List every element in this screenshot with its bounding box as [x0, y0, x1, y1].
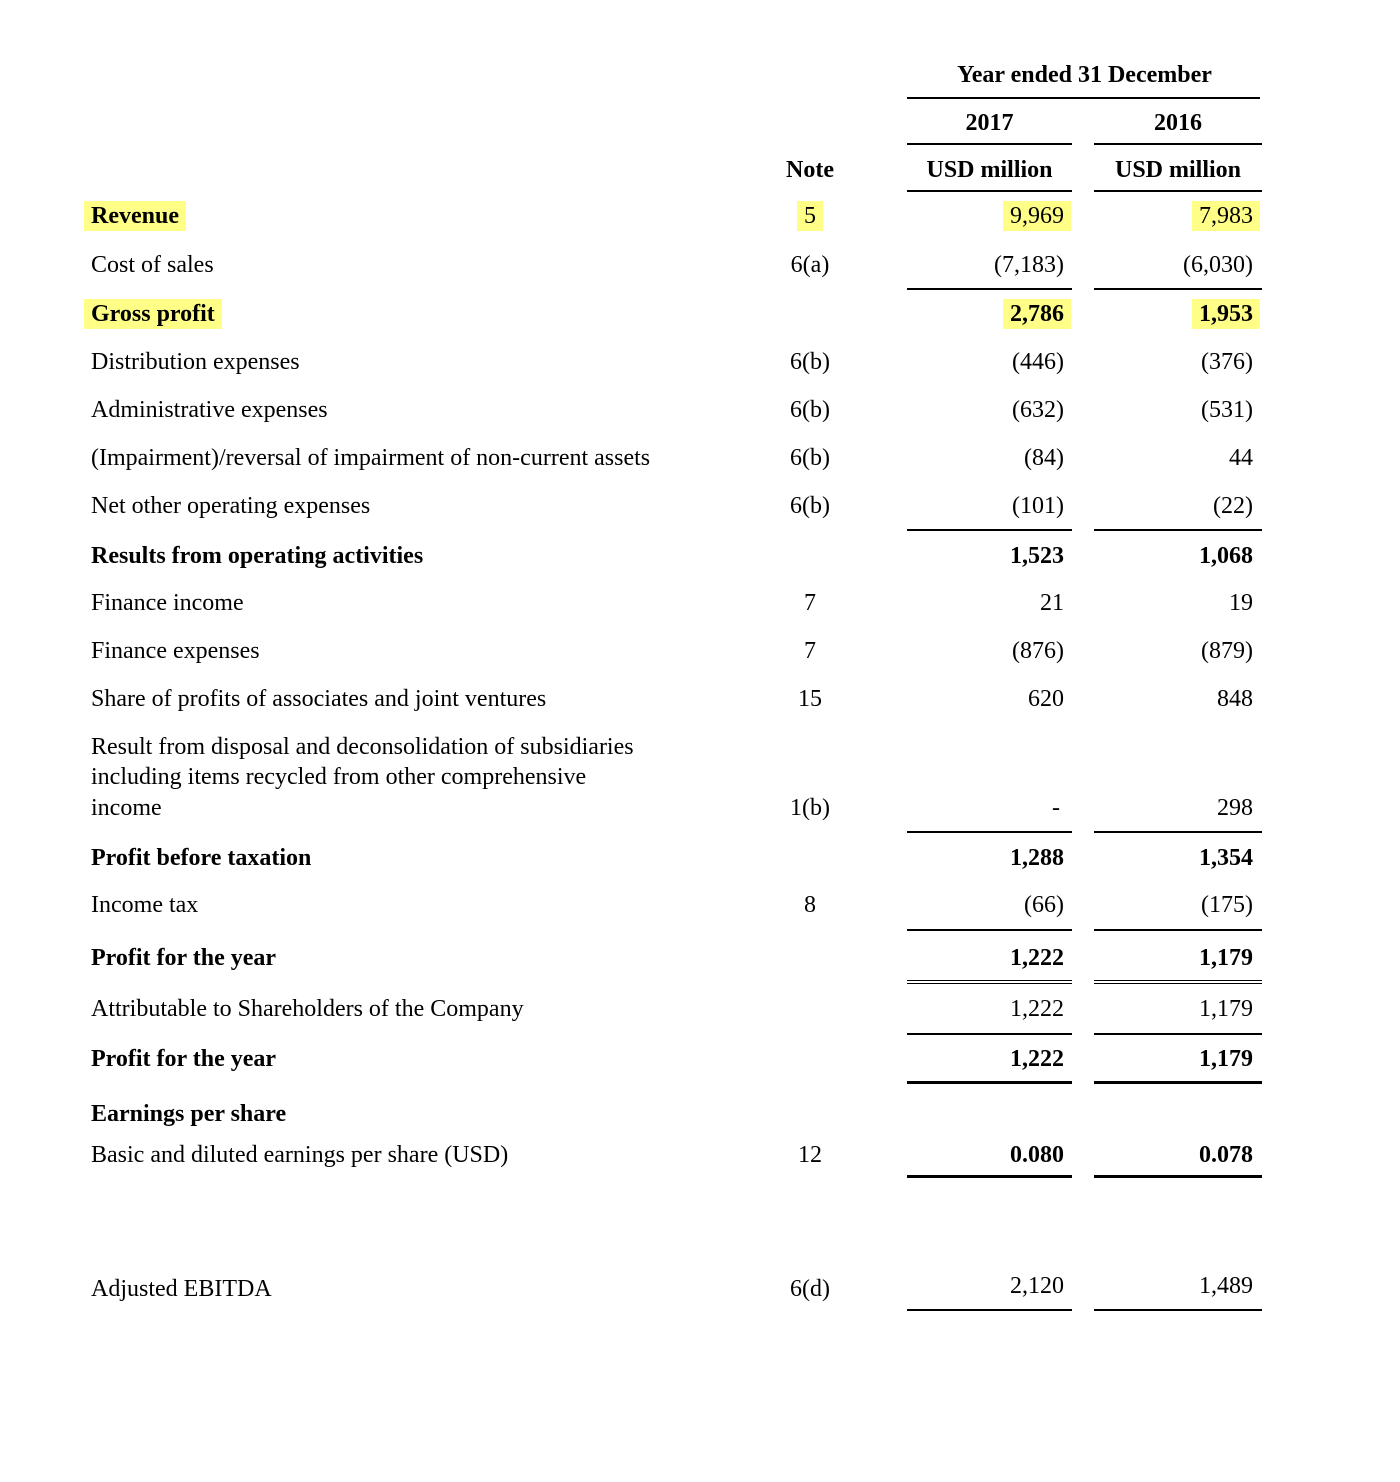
- highlighted-value: 2,786: [1003, 299, 1071, 329]
- value-2017: 0.080: [1010, 1142, 1064, 1168]
- value-2017: 1,288: [1010, 845, 1064, 871]
- value-2017: 1,222: [1010, 1046, 1064, 1072]
- highlighted-note: 5: [797, 201, 823, 231]
- year-2016-rule: [1094, 143, 1262, 145]
- double-rule: [907, 980, 1072, 984]
- subtotal-rule: [1094, 288, 1262, 290]
- row-label: [91, 301, 215, 328]
- row-label: Income tax: [91, 892, 199, 918]
- row-label: Net other operating expenses: [91, 493, 371, 519]
- row-label-line: income: [91, 795, 162, 821]
- value-2016: [1199, 203, 1253, 230]
- value-2017: 1,222: [1010, 945, 1064, 971]
- total-rule: [907, 1175, 1072, 1178]
- value-2016: 1,179: [1199, 996, 1253, 1022]
- value-2016: 1,489: [1199, 1273, 1253, 1299]
- value-2017: 2,120: [1010, 1273, 1064, 1299]
- subtotal-rule: [907, 529, 1072, 531]
- value-2016: 298: [1217, 795, 1253, 821]
- value-2016: [1199, 301, 1253, 328]
- row-label: Cost of sales: [91, 252, 214, 278]
- subtotal-rule: [907, 1309, 1072, 1311]
- value-2017: 620: [1028, 686, 1064, 712]
- subtotal-rule: [1094, 1309, 1262, 1311]
- year-2017-rule: [907, 143, 1072, 145]
- value-2016: (22): [1213, 493, 1253, 519]
- value-2017: (632): [1012, 397, 1064, 423]
- subtotal-rule: [1094, 929, 1262, 931]
- highlighted-value: 7,983: [1192, 201, 1260, 231]
- period-header-rule: [907, 97, 1260, 99]
- row-label: Results from operating activities: [91, 543, 424, 569]
- row-label: Attributable to Shareholders of the Company: [91, 996, 524, 1022]
- value-2016: 0.078: [1199, 1142, 1253, 1168]
- row-label: Administrative expenses: [91, 397, 328, 423]
- row-label: Profit before taxation: [91, 845, 312, 871]
- subtotal-rule: [907, 1033, 1072, 1035]
- row-note: [770, 203, 850, 230]
- row-note: 6(b): [790, 445, 830, 471]
- row-label: Profit for the year: [91, 945, 277, 971]
- subtotal-rule: [1094, 1033, 1262, 1035]
- highlighted-label: Gross profit: [84, 299, 222, 329]
- row-label: Profit for the year: [91, 1046, 277, 1072]
- value-2017: (101): [1012, 493, 1064, 519]
- double-rule: [1094, 980, 1262, 984]
- highlighted-value: 9,969: [1003, 201, 1071, 231]
- note-header: Note: [786, 157, 834, 183]
- row-note: 12: [798, 1142, 822, 1168]
- value-2017: 1,222: [1010, 996, 1064, 1022]
- row-note: 6(a): [790, 252, 830, 278]
- unit-2017-header: USD million: [926, 157, 1053, 183]
- unit-2017-rule: [907, 190, 1072, 192]
- subtotal-rule: [907, 929, 1072, 931]
- unit-2016-rule: [1094, 190, 1262, 192]
- row-label: Adjusted EBITDA: [91, 1276, 272, 1302]
- value-2017: (84): [1024, 445, 1064, 471]
- period-header: Year ended 31 December: [957, 62, 1212, 88]
- value-2017: (876): [1012, 638, 1064, 664]
- row-label: Share of profits of associates and joint ventures: [91, 686, 547, 712]
- unit-2016-header: USD million: [1114, 157, 1242, 183]
- value-2017: (66): [1024, 892, 1064, 918]
- year-2017-header: 2017: [965, 110, 1014, 136]
- row-label: [91, 203, 179, 230]
- row-label: (Impairment)/reversal of impairment of non-current assets: [91, 445, 651, 471]
- subtotal-rule: [907, 288, 1072, 290]
- value-2016: (879): [1201, 638, 1253, 664]
- value-2017: (446): [1012, 349, 1064, 375]
- row-note: 15: [798, 686, 822, 712]
- value-2017: -: [1052, 795, 1060, 821]
- value-2016: (531): [1201, 397, 1253, 423]
- highlighted-value: 1,953: [1192, 299, 1260, 329]
- row-label: Distribution expenses: [91, 349, 300, 375]
- value-2016: (6,030): [1183, 252, 1253, 278]
- total-rule: [907, 1081, 1072, 1084]
- value-2017: [1010, 203, 1064, 230]
- row-label-line: including items recycled from other comprehensive: [91, 764, 587, 790]
- year-2016-header: 2016: [1154, 110, 1202, 136]
- row-note: 6(d): [790, 1276, 830, 1302]
- value-2017: 1,523: [1010, 543, 1064, 569]
- value-2017: (7,183): [994, 252, 1064, 278]
- value-2016: 1,354: [1199, 845, 1253, 871]
- value-2016: 1,068: [1199, 543, 1253, 569]
- row-note: 7: [804, 638, 816, 664]
- subtotal-rule: [1094, 831, 1262, 833]
- total-rule: [1094, 1175, 1262, 1178]
- highlighted-label: Revenue: [84, 201, 186, 231]
- row-label: Basic and diluted earnings per share (USD): [91, 1142, 509, 1168]
- row-note: 1(b): [790, 795, 830, 821]
- row-note: 6(b): [790, 397, 830, 423]
- value-2016: (175): [1201, 892, 1253, 918]
- row-label: Finance expenses: [91, 638, 260, 664]
- subtotal-rule: [1094, 529, 1262, 531]
- row-note: 7: [804, 590, 816, 616]
- row-label: Finance income: [91, 590, 244, 616]
- row-note: 6(b): [790, 349, 830, 375]
- value-2016: 44: [1229, 445, 1253, 471]
- value-2016: 1,179: [1199, 1046, 1253, 1072]
- row-label-line: Result from disposal and deconsolidation of subsidiaries: [91, 734, 634, 760]
- value-2017: [1010, 301, 1064, 328]
- value-2016: 19: [1229, 590, 1253, 616]
- section-heading: Earnings per share: [91, 1101, 287, 1127]
- value-2017: 21: [1040, 590, 1064, 616]
- total-rule: [1094, 1081, 1262, 1084]
- row-note: 8: [804, 892, 816, 918]
- value-2016: 1,179: [1199, 945, 1253, 971]
- value-2016: (376): [1201, 349, 1253, 375]
- row-note: 6(b): [790, 493, 830, 519]
- value-2016: 848: [1217, 686, 1253, 712]
- subtotal-rule: [907, 831, 1072, 833]
